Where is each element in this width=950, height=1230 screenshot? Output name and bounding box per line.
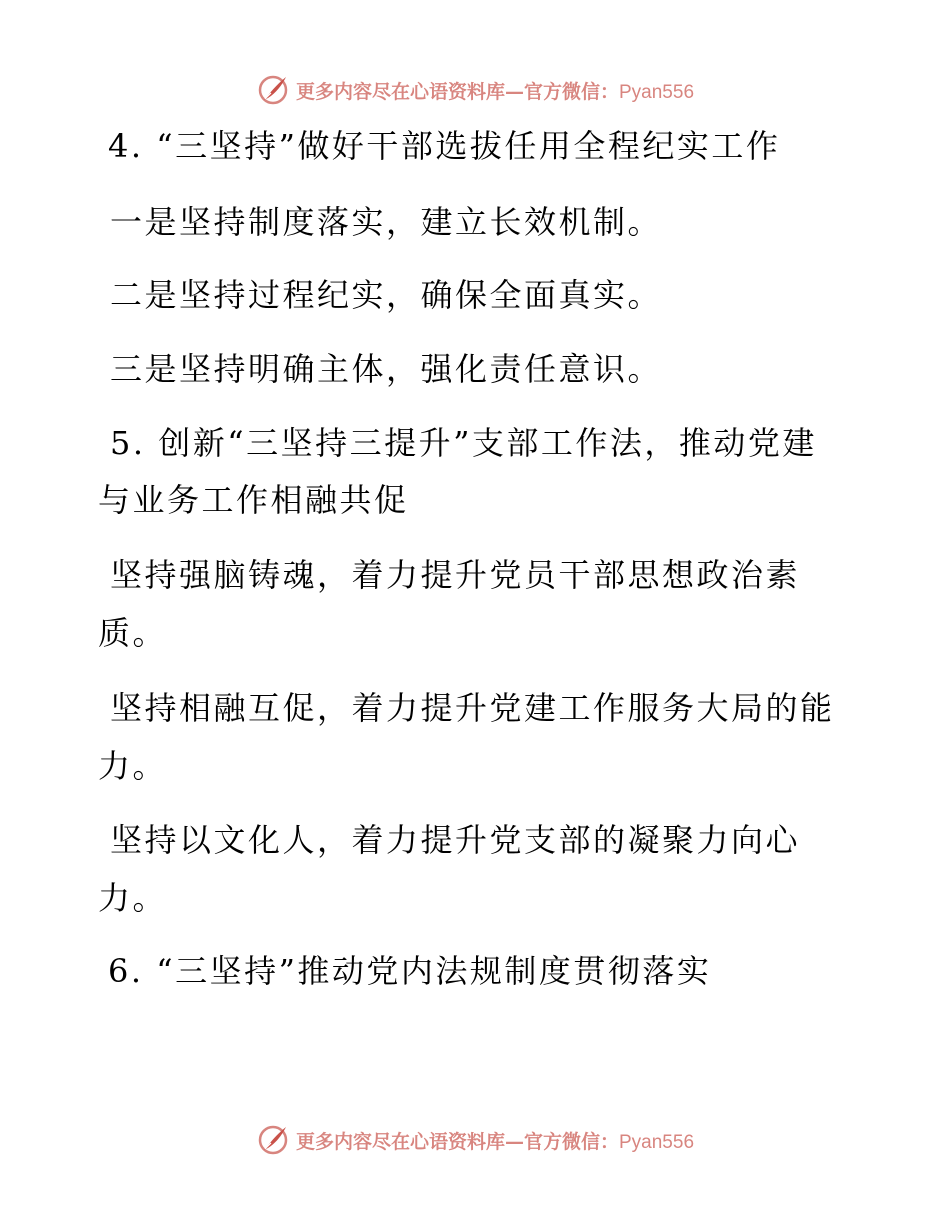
heading-item-5-continued: 与业务工作相融共促: [98, 481, 409, 519]
text-line: 坚持强脑铸魂，着力提升党员干部思想政治素: [110, 556, 801, 594]
text-line: 坚持以文化人，着力提升党支部的凝聚力向心: [110, 821, 801, 859]
text-line: 三是坚持明确主体，强化责任意识。: [110, 350, 663, 388]
heading-item-4: 4. “三坚持”做好干部选拔任用全程纪实工作: [108, 127, 781, 165]
header-watermark: [0, 70, 950, 110]
footer-watermark: [0, 1120, 950, 1160]
watermark-text: 更多内容尽在心语资料库—官方微信：Pyan556: [295, 80, 695, 103]
text-line: 坚持相融互促，着力提升党建工作服务大局的能: [110, 689, 835, 727]
watermark-text: 更多内容尽在心语资料库—官方微信：Pyan556: [295, 1130, 695, 1153]
quill-pen-logo-icon: [256, 1123, 290, 1157]
text-line-continued: 力。: [98, 879, 168, 917]
text-line-continued: 质。: [98, 614, 168, 652]
heading-item-6: 6. “三坚持”推动党内法规制度贯彻落实: [108, 952, 712, 990]
text-line: 二是坚持过程纪实，确保全面真实。: [110, 276, 663, 314]
text-line-continued: 力。: [98, 747, 168, 785]
text-line: 一是坚持制度落实，建立长效机制。: [110, 203, 663, 241]
quill-pen-logo-icon: [256, 73, 290, 107]
heading-item-5: 5. 创新“三坚持三提升”支部工作法，推动党建: [110, 424, 817, 462]
